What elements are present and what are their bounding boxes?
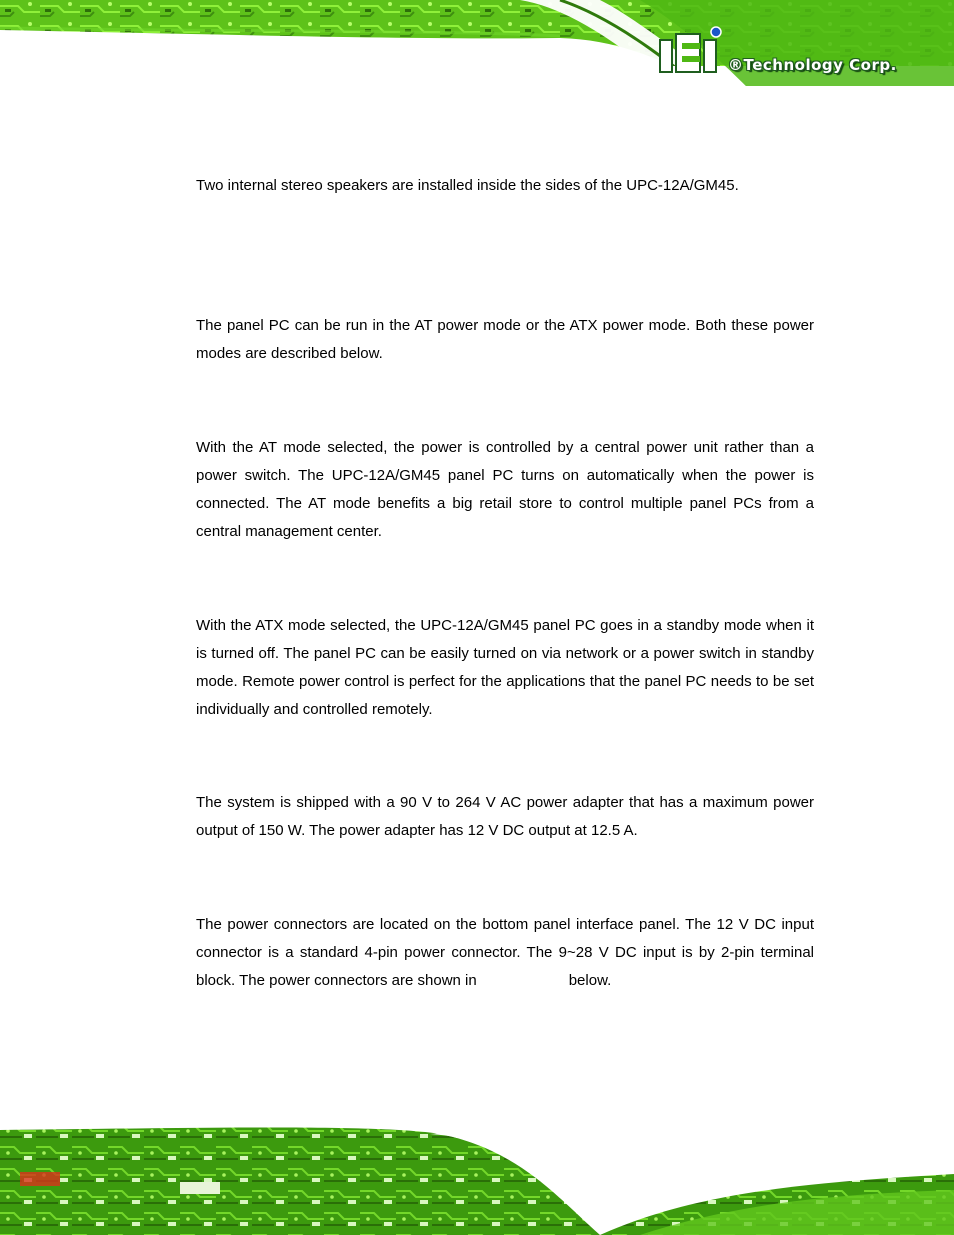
- power-adapter-paragraph: The system is shipped with a 90 V to 264 V AC power adapter that has a maximum power output of 150 W. The power adapter has 12 V DC output at 12.5 A.: [196, 794, 814, 839]
- at-mode-paragraph: With the AT mode selected, the power is controlled by a central power unit rather than a power switch. The UPC-12A/GM45 panel PC turns on automatically when the power is connected. The AT mode benefits a big retail store to control multiple panel PCs from a central management center.: [196, 439, 814, 540]
- power-modes-paragraph: The panel PC can be run in the AT power mode or the ATX power mode. Both these power modes are described below.: [196, 317, 814, 362]
- speakers-paragraph: Two internal stereo speakers are installed inside the sides of the UPC-12A/GM45.: [196, 177, 739, 194]
- page-header-banner: [0, 0, 954, 112]
- circuit-board-footer-art: [0, 1120, 954, 1235]
- atx-mode-paragraph: With the ATX mode selected, the UPC-12A/GM45 panel PC goes in a standby mode when it is turned off. The panel PC can be easily turned on via network or a power switch in standby mode. Remote power control is perfect for the applications that the panel PC needs to be set individually and controlled remotely.: [196, 617, 814, 718]
- power-connectors-text: The power connectors are located on the bottom panel interface panel. The 12 V DC input connector is a standard 4-pin power connector. The 9~28 V DC input is by 2-pin terminal block. The power connectors are shown in: [196, 916, 814, 989]
- page-footer-banner: [0, 1120, 954, 1235]
- power-connectors-paragraph: [196, 911, 814, 995]
- iei-logo-icon: [658, 26, 728, 80]
- power-connectors-text-end: below.: [568, 972, 612, 989]
- company-name: ®Technology Corp.: [728, 56, 897, 74]
- company-logo: [658, 26, 918, 86]
